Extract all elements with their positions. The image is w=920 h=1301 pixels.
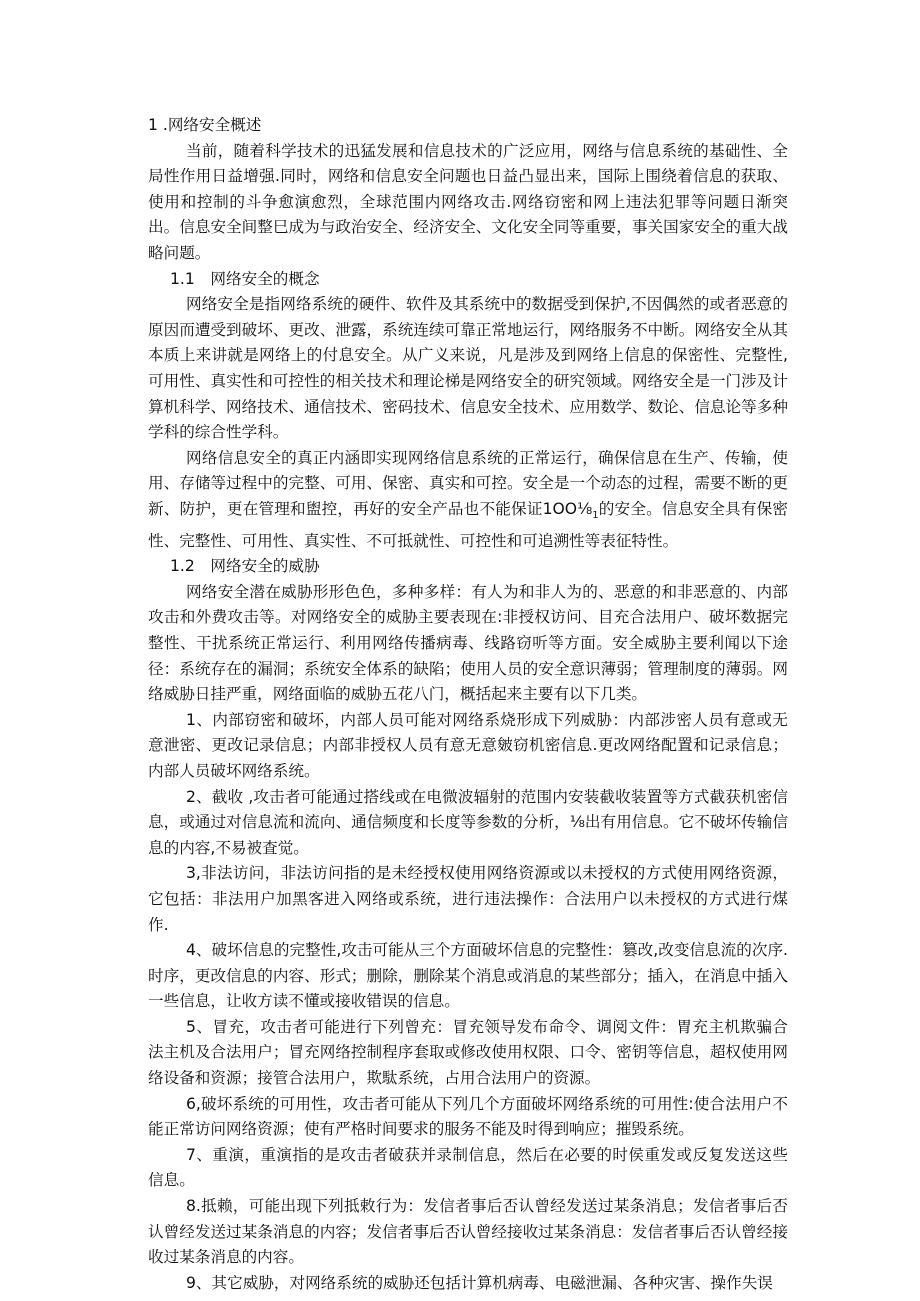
concept-paragraph-2-part-b: 的安全。信息安全具有保密性、完整性、可用性、真实性、不可抵就性、可控性和可追溯性等表征特性。 (148, 499, 788, 550)
threat-item-1: 1、内部窃密和破坏，内部人员可能对网络系烧形成下列威胁：内部涉密人员有意或无意泄密、更改记录信息；内部非授权人员有意无意皴窃机密信息.更改网络配置和记录信息；内部人员破坏网络系统。 (148, 710, 788, 780)
threat-item-3: 3,非法访问，非法访问指的是未经授权使用网络资源或以未授权的方式使用网络资源，它包括：非法用户加黑客进入网络或系统，进行违法操作：合法用户以未授权的方式进行煤作. (148, 864, 788, 934)
subsection-title-1-1: 1.1 网络安全的概念 (170, 269, 320, 288)
subscript-one: 1 (592, 510, 599, 522)
concept-paragraph-1: 网络安全是指网络系统的硬件、软件及其系统中的数据受到保护,不因偶然的或者恶意的原因而遭受到破坏、更改、泄露，系统连续可靠正常地运行，网络服务不中断。网络安全从其本质上来讲就是网络上的付息安全。从广义来说，凡是涉及到网络上信息的保密性、完整性,可用性、真实性和可控性的相关技术和理论梯是网络安全的研究领域。网络安全是一门涉及计算机科学、网络技术、通信技术、密码技术、信息安全技术、应用数学、数论、信息论等多种学科的综合性学科。 (148, 295, 788, 442)
threat-item-2: 2、截收 ,攻击者可能通过搭线或在电微波辐射的范围内安装截收装置等方式截获机密信息，或通过对信息流和流向、通信频度和长度等参数的分析，⅛出有用信息。它不破坏传输信息的内容,不易被査觉。 (148, 787, 788, 857)
intro-paragraph: 当前，随着科学技术的迅猛发展和信息技术的广泛应用，网络与信息系统的基础性、全局性作用日益增强.同时，网络和信息安全问题也日益凸显出来，国际上围绕着信息的获取、使用和控制的斗争愈演愈烈，全球范围内网络攻击.网络窃密和网上违法犯罪等问题日渐突出。信息安全间整巳成为与政治安全、经济安全、文化安全同等重要，事关国家安全的重大战略问题。 (148, 141, 788, 262)
threat-item-6: 6,破坏系统的可用性，攻击者可能从下列几个方面破坏网络系统的可用性:使合法用户不能正常访问网络资源；使有严格时间要求的服务不能及时得到响应；摧毁系统。 (148, 1094, 788, 1139)
subsection-title-1-2: 1.2 网络安全的威胁 (170, 557, 320, 576)
threat-item-9: 9、其它威胁，对网络系统的威胁还包括计算机病毒、电磁泄漏、各种灾害、操作失误 (186, 1273, 773, 1292)
threat-item-7: 7、重演，重演指的是攻击者破获并录制信息，然后在必要的时侯重发或反复发送这些信息。 (148, 1145, 788, 1190)
concept-paragraph-2 (148, 446, 788, 554)
section-title: 1 .网络安全概述 (148, 116, 262, 134)
threat-intro-paragraph: 网络安全潜在威胁形形色色，多种多样：有人为和非人为的、恶意的和非恶意的、内部攻击和外费攻击等。对网络安全的威胁主要表现在:非授权访问、目充合法用户、破坏数据完整性、干扰系统正常运行、利用网络传播病毒、线路窃听等方面。安全威胁主要利闻以下途径：系统存在的漏洞；系统安全体系的缺陷；使用人员的安全意识薄弱；管理制度的薄弱。网络威胁日挂严重，网络面临的威胁五花八门，概括起来主要有以下几类。 (148, 582, 788, 704)
threat-item-4: 4、破坏信息的完整性,攻击可能从三个方面破坏信息的完整性：篡改,改变信息流的次序.时序，更改信息的内容、形式；删除，删除某个消息或消息的某些部分；插入，在消息中插入一些信息，让收方读不懂或接收错误的信息。 (148, 941, 788, 1011)
threat-item-5: 5、冒充，攻击者可能进行下列曾充：冒充领导发布命令、调阅文件：胃充主机欺骗合法主机及合法用户；冒充网络控制程序套取或修改使用权限、口令、密钥等信息，超权使用网络设备和资源；接管合法用户，欺駄系统，占用合法用户的资源。 (148, 1017, 788, 1088)
threat-item-8: 8.抵赖，可能出现下列抵敕行为：发信者事后否认曾经发送过某条消息；发信者事后否认曾经发送过某条消息的内容；发信者事后否认曾经接收过某条消息：发信者事后否认曾经接收过某条消息的内容。 (148, 1197, 788, 1267)
concept-paragraph-2-part-a: 网络信息安全的真正内涵即实现网络信息系统的正常运行，确保信息在生产、传输，使用、存储等过程中的完整、可用、保密、真实和可控。安全是一个动态的过程，需要不断的更新、防护，更在管理和盥控，再好的安全产品也不能保证1OO⅛ (148, 448, 788, 518)
document-page (148, 113, 788, 1296)
